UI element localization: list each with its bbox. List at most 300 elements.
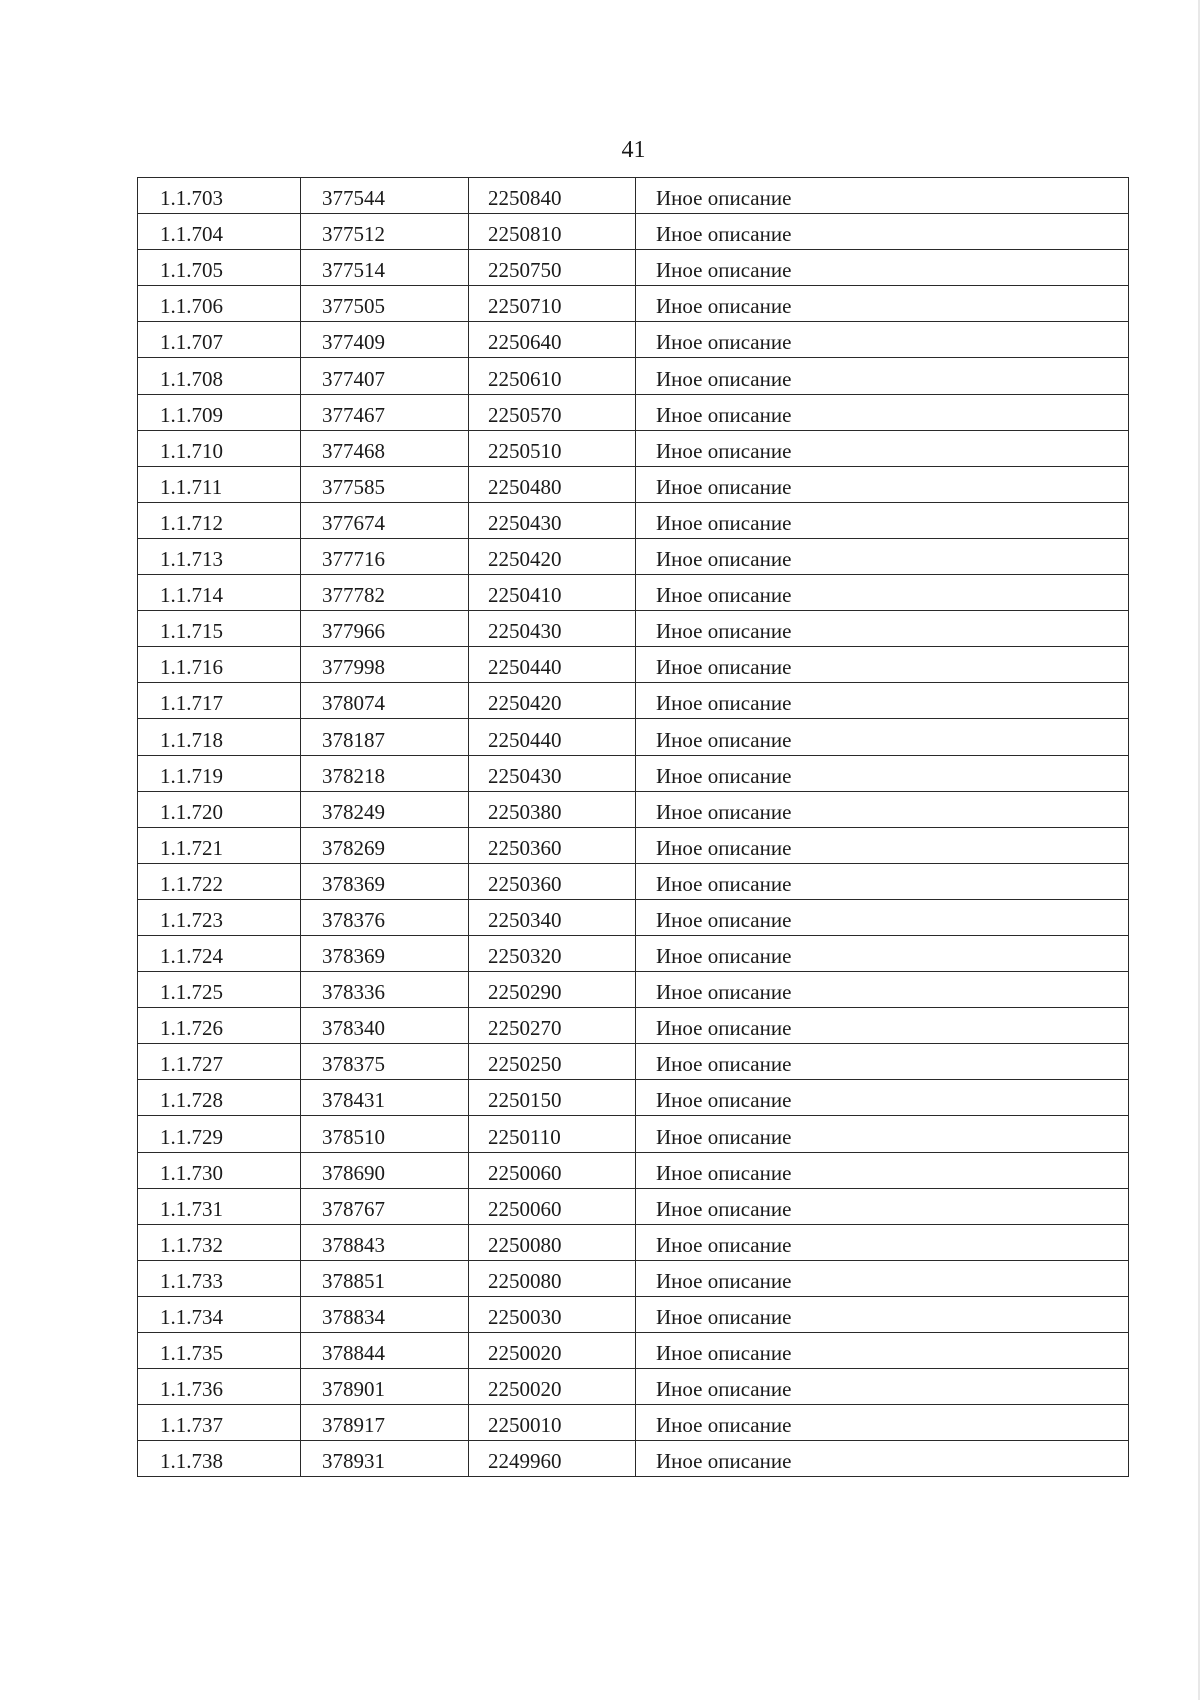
point-number-text: 1.1.738 bbox=[160, 1449, 223, 1474]
x-coordinate-cell bbox=[301, 719, 469, 755]
description-text: Иное описание bbox=[656, 510, 792, 535]
description-text: Иное описание bbox=[656, 583, 792, 608]
point-number-cell bbox=[138, 1369, 301, 1405]
description-text: Иное описание bbox=[656, 547, 792, 572]
x-coordinate-text: 378510 bbox=[322, 1124, 385, 1149]
x-coordinate-text: 377512 bbox=[322, 222, 385, 247]
y-coordinate-cell bbox=[469, 214, 636, 250]
description-cell bbox=[636, 214, 1129, 250]
point-number-cell bbox=[138, 575, 301, 611]
point-number-text: 1.1.732 bbox=[160, 1232, 223, 1257]
point-number-text: 1.1.731 bbox=[160, 1196, 223, 1221]
description-cell bbox=[636, 827, 1129, 863]
description-cell bbox=[636, 1116, 1129, 1152]
y-coordinate-text: 2250570 bbox=[488, 402, 562, 427]
x-coordinate-cell bbox=[301, 538, 469, 574]
y-coordinate-text: 2250510 bbox=[488, 438, 562, 463]
page-number: 41 bbox=[621, 137, 646, 163]
point-number-text: 1.1.726 bbox=[160, 1016, 223, 1041]
x-coordinate-cell bbox=[301, 214, 469, 250]
y-coordinate-cell bbox=[469, 719, 636, 755]
y-coordinate-text: 2250750 bbox=[488, 258, 562, 283]
point-number-cell bbox=[138, 1044, 301, 1080]
x-coordinate-text: 378901 bbox=[322, 1377, 385, 1402]
description-cell bbox=[636, 1008, 1129, 1044]
point-number-text: 1.1.710 bbox=[160, 438, 223, 463]
y-coordinate-text: 2250610 bbox=[488, 366, 562, 391]
table-row bbox=[138, 899, 1129, 935]
y-coordinate-cell bbox=[469, 286, 636, 322]
point-number-cell bbox=[138, 538, 301, 574]
point-number-cell bbox=[138, 214, 301, 250]
description-text: Иное описание bbox=[656, 438, 792, 463]
x-coordinate-cell bbox=[301, 1441, 469, 1477]
description-text: Иное описание bbox=[656, 222, 792, 247]
table-row bbox=[138, 1044, 1129, 1080]
y-coordinate-cell bbox=[469, 1008, 636, 1044]
x-coordinate-text: 378187 bbox=[322, 727, 385, 752]
x-coordinate-cell bbox=[301, 1369, 469, 1405]
table-row bbox=[138, 1152, 1129, 1188]
description-text: Иное описание bbox=[656, 1341, 792, 1366]
table-row bbox=[138, 322, 1129, 358]
y-coordinate-text: 2250080 bbox=[488, 1268, 562, 1293]
y-coordinate-text: 2250340 bbox=[488, 907, 562, 932]
x-coordinate-cell bbox=[301, 863, 469, 899]
description-text: Иное описание bbox=[656, 1377, 792, 1402]
y-coordinate-text: 2250430 bbox=[488, 619, 562, 644]
description-text: Иное описание bbox=[656, 1268, 792, 1293]
y-coordinate-text: 2250010 bbox=[488, 1413, 562, 1438]
y-coordinate-cell bbox=[469, 1441, 636, 1477]
point-number-text: 1.1.728 bbox=[160, 1088, 223, 1113]
x-coordinate-cell bbox=[301, 502, 469, 538]
point-number-text: 1.1.711 bbox=[160, 474, 223, 499]
y-coordinate-text: 2250410 bbox=[488, 583, 562, 608]
y-coordinate-cell bbox=[469, 611, 636, 647]
y-coordinate-text: 2250020 bbox=[488, 1377, 562, 1402]
description-cell bbox=[636, 863, 1129, 899]
description-text: Иное описание bbox=[656, 402, 792, 427]
table-row bbox=[138, 575, 1129, 611]
y-coordinate-text: 2250420 bbox=[488, 691, 562, 716]
point-number-text: 1.1.721 bbox=[160, 835, 223, 860]
y-coordinate-text: 2250060 bbox=[488, 1160, 562, 1185]
point-number-cell bbox=[138, 1224, 301, 1260]
y-coordinate-cell bbox=[469, 1080, 636, 1116]
description-cell bbox=[636, 1260, 1129, 1296]
y-coordinate-cell bbox=[469, 575, 636, 611]
x-coordinate-cell bbox=[301, 322, 469, 358]
x-coordinate-cell bbox=[301, 827, 469, 863]
point-number-cell bbox=[138, 1188, 301, 1224]
x-coordinate-text: 377409 bbox=[322, 330, 385, 355]
point-number-text: 1.1.734 bbox=[160, 1305, 223, 1329]
point-number-cell bbox=[138, 430, 301, 466]
table-row bbox=[138, 611, 1129, 647]
x-coordinate-cell bbox=[301, 1333, 469, 1369]
point-number-text: 1.1.706 bbox=[160, 294, 223, 319]
y-coordinate-cell bbox=[469, 899, 636, 935]
description-text: Иное описание bbox=[656, 186, 792, 211]
point-number-text: 1.1.720 bbox=[160, 799, 223, 824]
description-text: Иное описание bbox=[656, 727, 792, 752]
x-coordinate-cell bbox=[301, 791, 469, 827]
description-text: Иное описание bbox=[656, 1232, 792, 1257]
description-cell bbox=[636, 322, 1129, 358]
point-number-cell bbox=[138, 1405, 301, 1441]
point-number-text: 1.1.729 bbox=[160, 1124, 223, 1149]
x-coordinate-cell bbox=[301, 358, 469, 394]
description-text: Иное описание bbox=[656, 366, 792, 391]
x-coordinate-text: 377998 bbox=[322, 655, 385, 680]
x-coordinate-cell bbox=[301, 430, 469, 466]
table-row bbox=[138, 1260, 1129, 1296]
y-coordinate-text: 2250080 bbox=[488, 1232, 562, 1257]
point-number-cell bbox=[138, 1260, 301, 1296]
y-coordinate-text: 2250030 bbox=[488, 1305, 562, 1329]
point-number-cell bbox=[138, 250, 301, 286]
x-coordinate-cell bbox=[301, 1224, 469, 1260]
table-row bbox=[138, 358, 1129, 394]
description-text: Иное описание bbox=[656, 1088, 792, 1113]
table-row bbox=[138, 502, 1129, 538]
y-coordinate-cell bbox=[469, 502, 636, 538]
y-coordinate-text: 2250150 bbox=[488, 1088, 562, 1113]
y-coordinate-text: 2250360 bbox=[488, 871, 562, 896]
table-row bbox=[138, 178, 1129, 214]
x-coordinate-cell bbox=[301, 1080, 469, 1116]
point-number-text: 1.1.703 bbox=[160, 186, 223, 211]
table-row bbox=[138, 1224, 1129, 1260]
description-cell bbox=[636, 1080, 1129, 1116]
description-text: Иное описание bbox=[656, 474, 792, 499]
y-coordinate-cell bbox=[469, 322, 636, 358]
description-text: Иное описание bbox=[656, 294, 792, 319]
y-coordinate-cell bbox=[469, 250, 636, 286]
point-number-cell bbox=[138, 286, 301, 322]
description-text: Иное описание bbox=[656, 871, 792, 896]
x-coordinate-text: 377544 bbox=[322, 186, 385, 211]
point-number-text: 1.1.715 bbox=[160, 619, 223, 644]
point-number-text: 1.1.714 bbox=[160, 583, 223, 608]
description-text: Иное описание bbox=[656, 655, 792, 680]
point-number-text: 1.1.719 bbox=[160, 763, 223, 788]
description-text: Иное описание bbox=[656, 1413, 792, 1438]
y-coordinate-text: 2250360 bbox=[488, 835, 562, 860]
point-number-cell bbox=[138, 827, 301, 863]
table-row bbox=[138, 1080, 1129, 1116]
table-row bbox=[138, 647, 1129, 683]
description-text: Иное описание bbox=[656, 907, 792, 932]
table-row bbox=[138, 755, 1129, 791]
x-coordinate-cell bbox=[301, 286, 469, 322]
y-coordinate-text: 2250110 bbox=[488, 1124, 561, 1149]
y-coordinate-cell bbox=[469, 1333, 636, 1369]
description-cell bbox=[636, 538, 1129, 574]
point-number-cell bbox=[138, 683, 301, 719]
table-body bbox=[138, 178, 1129, 1477]
x-coordinate-text: 377467 bbox=[322, 402, 385, 427]
description-text: Иное описание bbox=[656, 835, 792, 860]
x-coordinate-cell bbox=[301, 899, 469, 935]
table-row bbox=[138, 1333, 1129, 1369]
y-coordinate-cell bbox=[469, 1224, 636, 1260]
point-number-text: 1.1.730 bbox=[160, 1160, 223, 1185]
point-number-cell bbox=[138, 1116, 301, 1152]
x-coordinate-text: 377407 bbox=[322, 366, 385, 391]
table-row bbox=[138, 1405, 1129, 1441]
description-text: Иное описание bbox=[656, 619, 792, 644]
point-number-cell bbox=[138, 502, 301, 538]
y-coordinate-cell bbox=[469, 683, 636, 719]
table-row bbox=[138, 827, 1129, 863]
description-cell bbox=[636, 250, 1129, 286]
description-text: Иное описание bbox=[656, 944, 792, 969]
table-row bbox=[138, 1008, 1129, 1044]
x-coordinate-text: 378249 bbox=[322, 799, 385, 824]
x-coordinate-text: 377514 bbox=[322, 258, 385, 283]
description-cell bbox=[636, 430, 1129, 466]
x-coordinate-text: 377585 bbox=[322, 474, 385, 499]
x-coordinate-cell bbox=[301, 250, 469, 286]
description-cell bbox=[636, 647, 1129, 683]
x-coordinate-text: 377782 bbox=[322, 583, 385, 608]
point-number-cell bbox=[138, 1080, 301, 1116]
x-coordinate-text: 378369 bbox=[322, 944, 385, 969]
x-coordinate-text: 378834 bbox=[322, 1305, 385, 1329]
y-coordinate-cell bbox=[469, 430, 636, 466]
table-row bbox=[138, 214, 1129, 250]
point-number-text: 1.1.737 bbox=[160, 1413, 223, 1438]
x-coordinate-text: 378218 bbox=[322, 763, 385, 788]
x-coordinate-cell bbox=[301, 575, 469, 611]
description-cell bbox=[636, 611, 1129, 647]
x-coordinate-text: 377674 bbox=[322, 510, 385, 535]
point-number-cell bbox=[138, 791, 301, 827]
x-coordinate-cell bbox=[301, 647, 469, 683]
description-cell bbox=[636, 1405, 1129, 1441]
description-cell bbox=[636, 1224, 1129, 1260]
point-number-cell bbox=[138, 863, 301, 899]
point-number-cell bbox=[138, 719, 301, 755]
y-coordinate-text: 2249960 bbox=[488, 1449, 562, 1474]
point-number-text: 1.1.707 bbox=[160, 330, 223, 355]
point-number-cell bbox=[138, 358, 301, 394]
x-coordinate-text: 378851 bbox=[322, 1268, 385, 1293]
x-coordinate-cell bbox=[301, 1116, 469, 1152]
description-cell bbox=[636, 286, 1129, 322]
point-number-text: 1.1.722 bbox=[160, 871, 223, 896]
description-text: Иное описание bbox=[656, 691, 792, 716]
description-text: Иное описание bbox=[656, 1052, 792, 1077]
y-coordinate-text: 2250440 bbox=[488, 727, 562, 752]
x-coordinate-text: 378269 bbox=[322, 835, 385, 860]
x-coordinate-cell bbox=[301, 611, 469, 647]
y-coordinate-cell bbox=[469, 972, 636, 1008]
x-coordinate-text: 378917 bbox=[322, 1413, 385, 1438]
y-coordinate-cell bbox=[469, 466, 636, 502]
point-number-text: 1.1.705 bbox=[160, 258, 223, 283]
description-text: Иное описание bbox=[656, 763, 792, 788]
x-coordinate-cell bbox=[301, 1188, 469, 1224]
x-coordinate-text: 378767 bbox=[322, 1196, 385, 1221]
y-coordinate-text: 2250480 bbox=[488, 474, 562, 499]
x-coordinate-cell bbox=[301, 178, 469, 214]
description-text: Иное описание bbox=[656, 799, 792, 824]
y-coordinate-text: 2250270 bbox=[488, 1016, 562, 1041]
point-number-text: 1.1.736 bbox=[160, 1377, 223, 1402]
point-number-cell bbox=[138, 178, 301, 214]
table-row bbox=[138, 719, 1129, 755]
x-coordinate-cell bbox=[301, 1008, 469, 1044]
point-number-text: 1.1.733 bbox=[160, 1268, 223, 1293]
point-number-text: 1.1.735 bbox=[160, 1341, 223, 1366]
description-cell bbox=[636, 358, 1129, 394]
x-coordinate-cell bbox=[301, 972, 469, 1008]
point-number-text: 1.1.709 bbox=[160, 402, 223, 427]
description-cell bbox=[636, 1333, 1129, 1369]
x-coordinate-text: 378074 bbox=[322, 691, 385, 716]
table-row bbox=[138, 1369, 1129, 1405]
description-text: Иное описание bbox=[656, 1449, 792, 1474]
x-coordinate-text: 377468 bbox=[322, 438, 385, 463]
point-number-cell bbox=[138, 899, 301, 935]
description-cell bbox=[636, 1044, 1129, 1080]
description-cell bbox=[636, 972, 1129, 1008]
y-coordinate-text: 2250320 bbox=[488, 944, 562, 969]
x-coordinate-text: 378375 bbox=[322, 1052, 385, 1077]
table-row bbox=[138, 1116, 1129, 1152]
point-number-cell bbox=[138, 1008, 301, 1044]
x-coordinate-cell bbox=[301, 755, 469, 791]
y-coordinate-cell bbox=[469, 1152, 636, 1188]
table-row bbox=[138, 972, 1129, 1008]
x-coordinate-cell bbox=[301, 935, 469, 971]
description-cell bbox=[636, 755, 1129, 791]
x-coordinate-cell bbox=[301, 466, 469, 502]
table-row bbox=[138, 286, 1129, 322]
description-cell bbox=[636, 1441, 1129, 1477]
y-coordinate-cell bbox=[469, 1188, 636, 1224]
description-cell bbox=[636, 899, 1129, 935]
coordinates-table bbox=[137, 177, 1129, 1477]
point-number-text: 1.1.725 bbox=[160, 980, 223, 1005]
table-row bbox=[138, 538, 1129, 574]
description-cell bbox=[636, 935, 1129, 971]
point-number-text: 1.1.708 bbox=[160, 366, 223, 391]
table-row bbox=[138, 466, 1129, 502]
table-row bbox=[138, 430, 1129, 466]
description-text: Иное описание bbox=[656, 1016, 792, 1041]
point-number-text: 1.1.712 bbox=[160, 510, 223, 535]
description-text: Иное описание bbox=[656, 330, 792, 355]
point-number-cell bbox=[138, 394, 301, 430]
y-coordinate-text: 2250420 bbox=[488, 547, 562, 572]
x-coordinate-text: 377966 bbox=[322, 619, 385, 644]
x-coordinate-text: 377505 bbox=[322, 294, 385, 319]
y-coordinate-cell bbox=[469, 1296, 636, 1332]
x-coordinate-text: 378369 bbox=[322, 871, 385, 896]
point-number-text: 1.1.724 bbox=[160, 944, 223, 969]
point-number-cell bbox=[138, 611, 301, 647]
point-number-text: 1.1.718 bbox=[160, 727, 223, 752]
point-number-cell bbox=[138, 1296, 301, 1332]
y-coordinate-cell bbox=[469, 1116, 636, 1152]
description-text: Иное описание bbox=[656, 1160, 792, 1185]
y-coordinate-cell bbox=[469, 394, 636, 430]
x-coordinate-text: 378844 bbox=[322, 1341, 385, 1366]
description-cell bbox=[636, 1296, 1129, 1332]
description-cell bbox=[636, 1369, 1129, 1405]
description-text: Иное описание bbox=[656, 1124, 792, 1149]
y-coordinate-text: 2250430 bbox=[488, 763, 562, 788]
point-number-text: 1.1.717 bbox=[160, 691, 223, 716]
x-coordinate-cell bbox=[301, 1152, 469, 1188]
table-row bbox=[138, 1296, 1129, 1332]
description-cell bbox=[636, 719, 1129, 755]
table-row bbox=[138, 250, 1129, 286]
point-number-cell bbox=[138, 1441, 301, 1477]
point-number-cell bbox=[138, 935, 301, 971]
description-text: Иное описание bbox=[656, 1196, 792, 1221]
x-coordinate-text: 377716 bbox=[322, 547, 385, 572]
description-cell bbox=[636, 466, 1129, 502]
point-number-text: 1.1.727 bbox=[160, 1052, 223, 1077]
table-row bbox=[138, 791, 1129, 827]
x-coordinate-cell bbox=[301, 683, 469, 719]
y-coordinate-cell bbox=[469, 1369, 636, 1405]
description-cell bbox=[636, 394, 1129, 430]
y-coordinate-text: 2250380 bbox=[488, 799, 562, 824]
point-number-text: 1.1.716 bbox=[160, 655, 223, 680]
x-coordinate-cell bbox=[301, 1296, 469, 1332]
x-coordinate-text: 378340 bbox=[322, 1016, 385, 1041]
point-number-cell bbox=[138, 466, 301, 502]
x-coordinate-cell bbox=[301, 394, 469, 430]
description-text: Иное описание bbox=[656, 258, 792, 283]
point-number-cell bbox=[138, 322, 301, 358]
point-number-cell bbox=[138, 1152, 301, 1188]
y-coordinate-text: 2250710 bbox=[488, 294, 562, 319]
description-text: Иное описание bbox=[656, 1305, 792, 1329]
y-coordinate-text: 2250810 bbox=[488, 222, 562, 247]
y-coordinate-text: 2250440 bbox=[488, 655, 562, 680]
x-coordinate-text: 378690 bbox=[322, 1160, 385, 1185]
table-row bbox=[138, 1441, 1129, 1477]
description-cell bbox=[636, 683, 1129, 719]
y-coordinate-cell bbox=[469, 827, 636, 863]
description-text: Иное описание bbox=[656, 980, 792, 1005]
point-number-text: 1.1.704 bbox=[160, 222, 223, 247]
point-number-cell bbox=[138, 1333, 301, 1369]
x-coordinate-cell bbox=[301, 1044, 469, 1080]
x-coordinate-text: 378376 bbox=[322, 907, 385, 932]
y-coordinate-cell bbox=[469, 647, 636, 683]
point-number-cell bbox=[138, 647, 301, 683]
description-cell bbox=[636, 575, 1129, 611]
point-number-cell bbox=[138, 972, 301, 1008]
table-row bbox=[138, 1188, 1129, 1224]
x-coordinate-text: 378336 bbox=[322, 980, 385, 1005]
y-coordinate-cell bbox=[469, 358, 636, 394]
x-coordinate-cell bbox=[301, 1405, 469, 1441]
y-coordinate-cell bbox=[469, 1260, 636, 1296]
y-coordinate-cell bbox=[469, 538, 636, 574]
point-number-text: 1.1.723 bbox=[160, 907, 223, 932]
y-coordinate-text: 2250290 bbox=[488, 980, 562, 1005]
table-row bbox=[138, 394, 1129, 430]
